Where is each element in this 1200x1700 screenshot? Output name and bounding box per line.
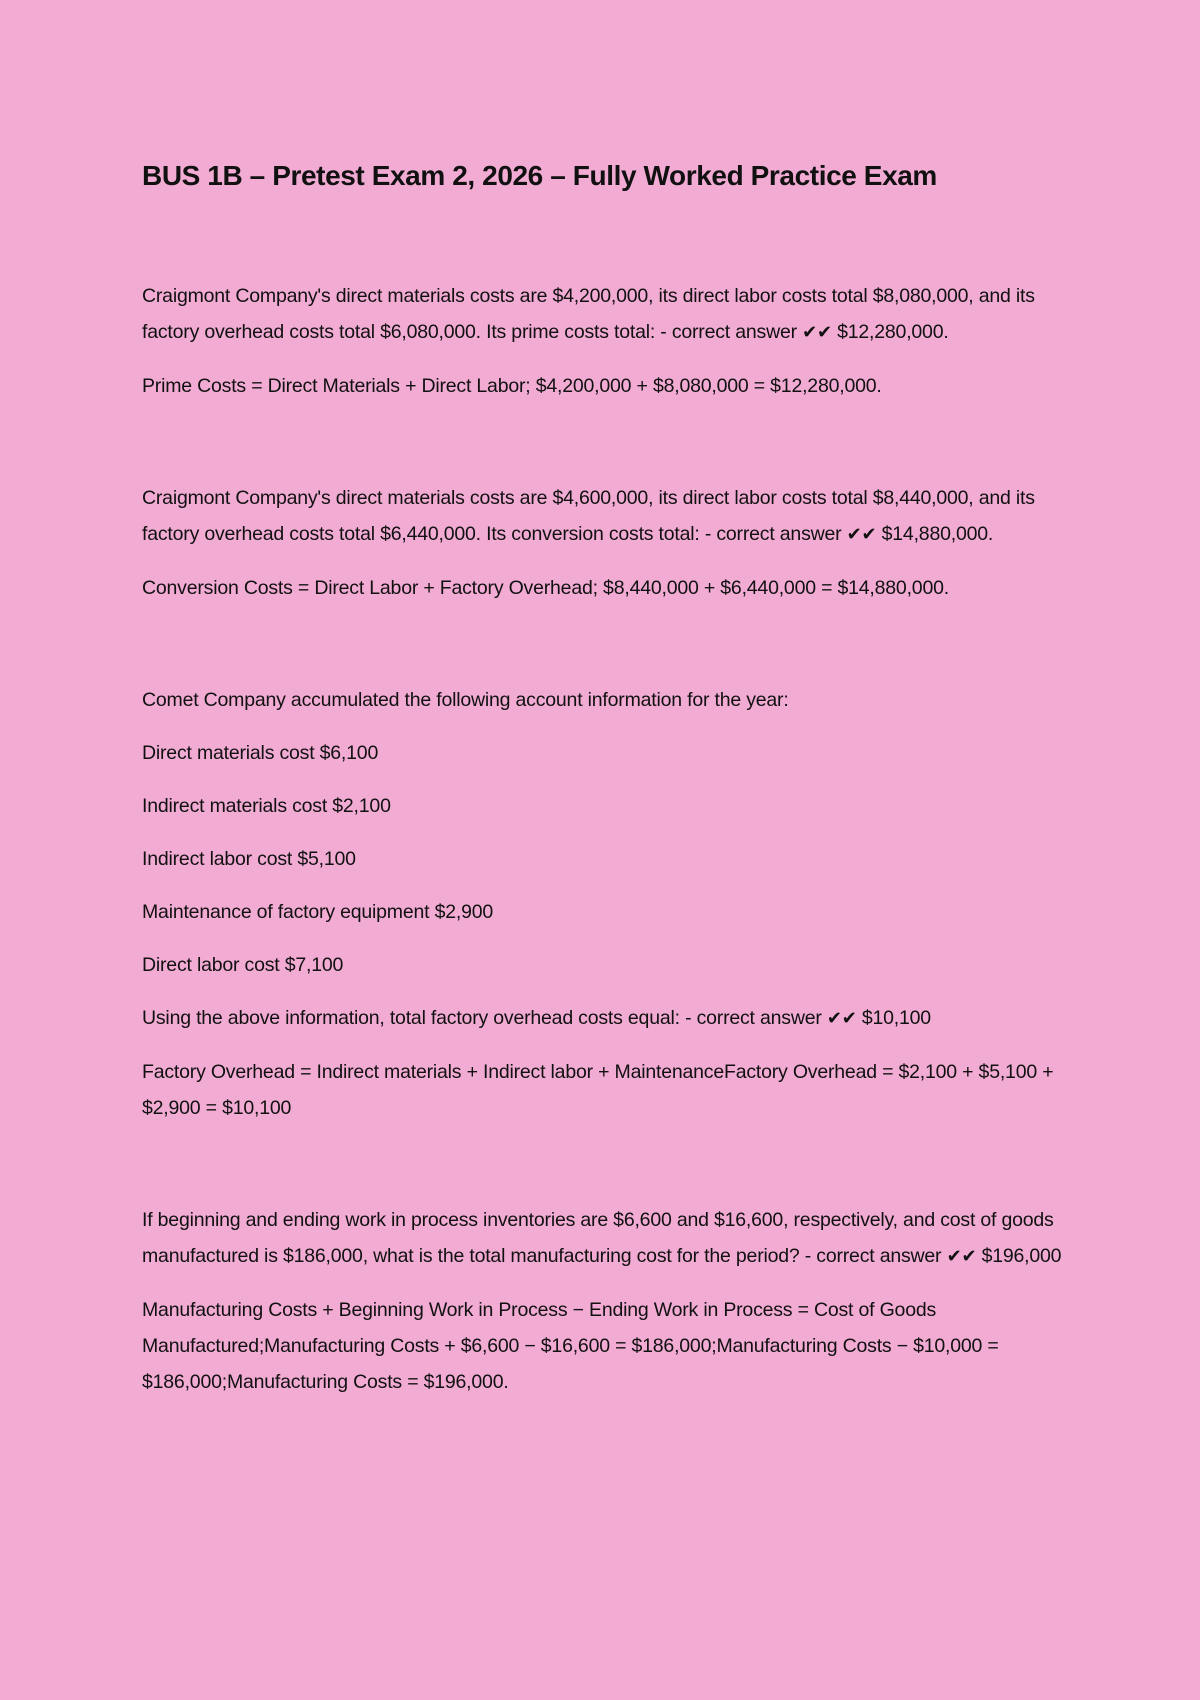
account-item: Indirect labor cost $5,100 [142,848,356,870]
correct-answer: $196,000 [981,1245,1062,1267]
question-text [142,1000,1062,1037]
account-item: Direct labor cost $7,100 [142,954,344,976]
document-title: BUS 1B – Pretest Exam 2, 2026 – Fully Worked Practice Exam [142,160,937,191]
explanation-text: Factory Overhead = Indirect materials + Indirect labor + MaintenanceFactory Overhead = $2,100 + $5,100 + $2,900 = $10,100 [142,1061,1054,1119]
account-item: Maintenance of factory equipment $2,900 [142,901,494,923]
question-text [142,278,1062,351]
question-prompt: Craigmont Company's direct materials costs are $4,600,000, its direct labor costs total $8,440,000, and its factory overhead costs total $6,440,000. Its conversion costs total: - correct answer [142,487,1035,545]
question-block [142,682,1062,1126]
check-mark-icon: ✔✔ [802,322,832,343]
explanation-text: Conversion Costs = Direct Labor + Factory Overhead; $8,440,000 + $6,440,000 = $14,880,000. [142,577,949,599]
document-content [142,278,1080,1400]
check-mark-icon: ✔✔ [846,524,877,545]
account-item: Direct materials cost $6,100 [142,742,379,764]
check-mark-icon: ✔✔ [826,1008,857,1029]
question-prompt: If beginning and ending work in process inventories are $6,600 and $16,600, respectively, and cost of goods manufactured is $186,000, what is the total manufacturing cost for the period? - correct answer [142,1209,1054,1267]
correct-answer: $12,280,000. [837,321,949,343]
question-block [142,480,1062,606]
correct-answer: $10,100 [861,1007,931,1029]
explanation-text: Prime Costs = Direct Materials + Direct Labor; $4,200,000 + $8,080,000 = $12,280,000. [142,375,882,397]
question-text [142,480,1062,553]
question-intro: Comet Company accumulated the following account information for the year: [142,689,789,711]
check-mark-icon: ✔✔ [946,1246,977,1267]
question-prompt: Craigmont Company's direct materials costs are $4,200,000, its direct labor costs total $8,080,000, and its factory overhead costs total $6,080,000. Its prime costs total: - correct answer [142,285,1035,343]
correct-answer: $14,880,000. [881,523,994,545]
question-block [142,278,1062,404]
account-item: Indirect materials cost $2,100 [142,795,391,817]
explanation-text: Manufacturing Costs + Beginning Work in Process − Ending Work in Process = Cost of Goods Manufactured;Manufacturing Costs + $6,600 − $16,600 = $186,000;Manufacturing Costs − $10,000 = $186,000;Manufacturing Costs = $196,000. [142,1299,999,1393]
question-prompt: Using the above information, total factory overhead costs equal: - correct answer [142,1007,822,1029]
question-text [142,1202,1062,1275]
question-block [142,1202,1062,1400]
